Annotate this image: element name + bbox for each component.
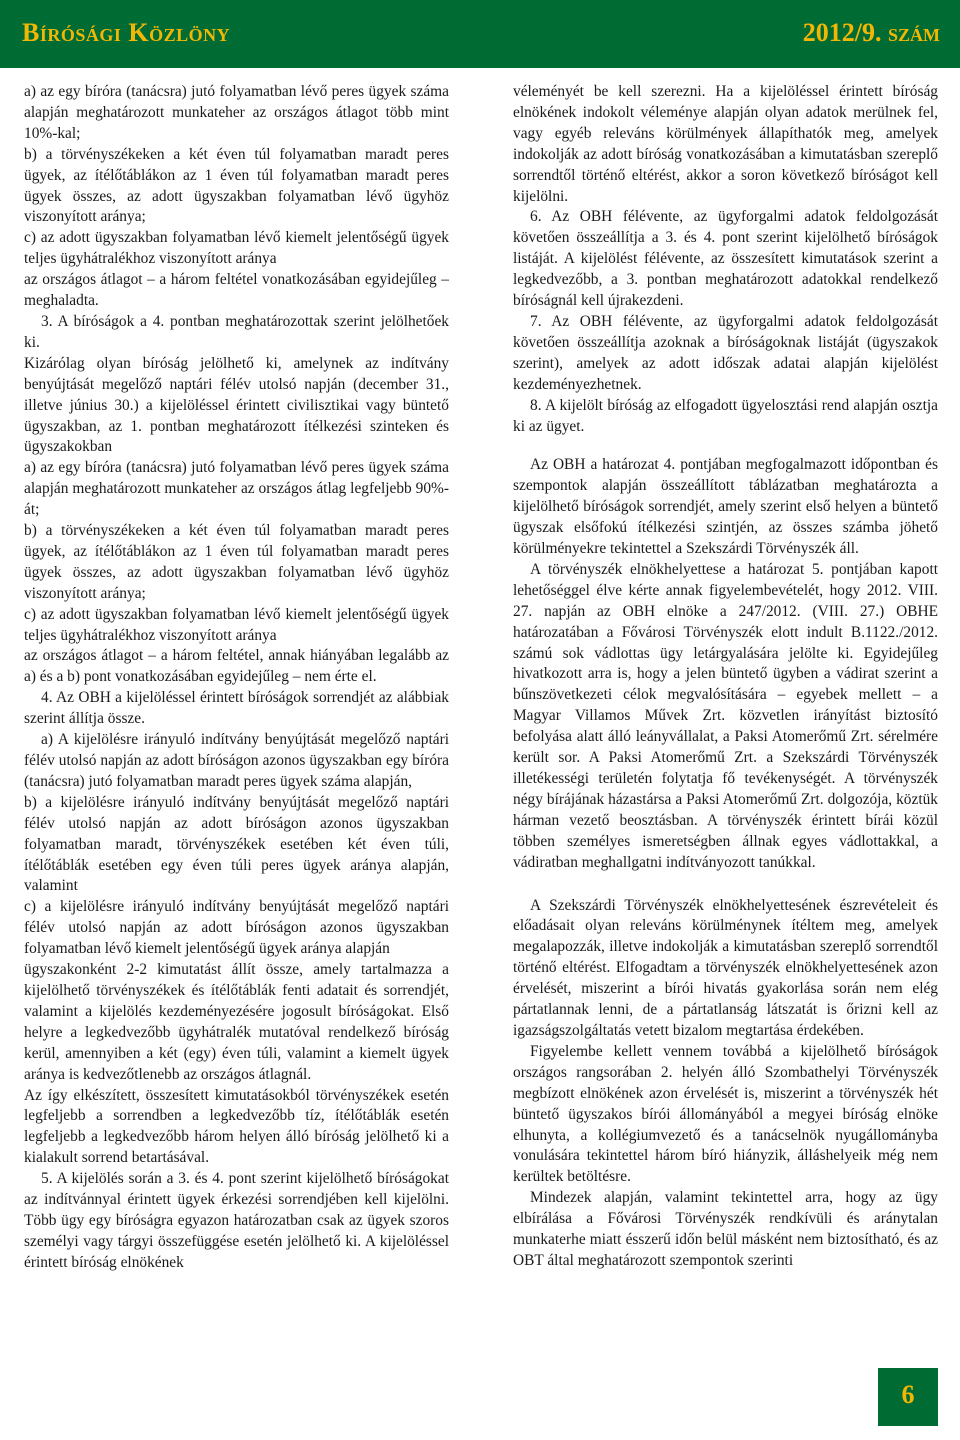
issue-label xyxy=(803,18,940,48)
page-header xyxy=(0,0,960,68)
paragraph: 6. Az OBH félévente, az ügyforgalmi adatok feldolgozását követően összeállítja a 3. és 4. pont szerint kijelölhető bíróságok listáját. A kijelölést félévente, az összesített kimutatások szerint a legkedvezőbb, a 3. pontban meghatározott adatokkal rendelkező bíróságnál kell újrakezdeni. xyxy=(513,208,938,310)
paragraph: 7. Az OBH félévente, az ügyforgalmi adatok feldolgozását követően összeállítja azoknak a bíróságoknak listáját (ügyszakok szerint), amelyek az adott időszak adatai alapján kijelölést kezdeményezhetnek. xyxy=(513,312,938,393)
left-column xyxy=(24,82,449,1274)
paragraph: A törvényszék elnökhelyettese a határozat 5. pontjában kapott lehetőséggel élve kérte annak figyelembevételét, hogy 2012. VIII. 27. napján az OBH elnöke a 247/2012. (VIII. 27.) OBHE határozatában a Fővárosi Törvényszék elott indult B.1122./2012. számú sok vádlottas ügy letárgyalására jelölte ki. Egyidejűleg hivatkozott arra is, hogy a jelen büntető ügyben a vádirat szerint a bűnszövetkezeti célok megvalósítására – egyebek mellett – a Magyar Villamos Művek Zrt. közvetlen irányítást biztosító befolyása alatt álló leányvállalat, a Paksi Atomerőmű Zrt. sérelmére került sor. A Paksi Atomerőmű Zrt. a Szekszárdi Törvényszék illetékességi területén folytatja fő tevékenységét. A törvényszék négy bírájának házastársa a Paksi Atomerőmű Zrt. dolgozója, köztük hárman vezető beosztásban. A törvényszék érintett bírái közül többen személyes ismeretségben állnak egyes vádlottakkal, a vádiratban meghallgatni indítványozott tanúkkal. xyxy=(513,560,938,871)
paragraph: Mindezek alapján, valamint tekintettel arra, hogy az ügy elbírálása a Fővárosi Törvényszék rendkívüli és aránytalan munkaterhe miatt ésszerű időn belül másként nem biztosítható, és az OBT által meghatározott szempontok szerinti xyxy=(513,1189,938,1269)
page-number: 6 xyxy=(901,1380,915,1409)
paragraph: A Szekszárdi Törvényszék elnökhelyettesének észrevételeit és előadásait olyan releváns körülménynek ítéltem meg, amelyek megalapozzák, illetve indokolják a kimutatásban szereplő sorrendtől történő eltérést. Elfogadtam a törvényszék elnökhelyettesének azon érvelését, miszerint a bírói hivatás gyakorlása során nem elég pártatlannak lenni, de a pártatlanság látszatát is őrizni kell az igazságszolgáltatás vetett bizalom megtartása érdekében. xyxy=(513,896,938,1039)
paragraph: c) a kijelölésre irányuló indítvány benyújtását megelőző naptári félév utolsó napján az adott bíróságon azonos ügyszakban folyamatban lévő kiemelt jelentőségű ügyek aránya alapján xyxy=(24,898,449,958)
paragraph: Kizárólag olyan bíróság jelölhető ki, amelynek az indítvány benyújtását megelőző naptári félév utolsó napján (december 31., illetve június 30.) a kijelöléssel érintett civilisztikai vagy büntető ügyszakban, az 1. pontban meghatározott ítélkezési szinteken és ügyszakokban xyxy=(24,354,449,456)
issue-number: 2012/9. xyxy=(802,18,882,47)
paragraph: 3. A bíróságok a 4. pontban meghatározottak szerint jelölhetőek ki. xyxy=(24,312,449,351)
paragraph: az országos átlagot – a három feltétel vonatkozásában egyidejűleg – meghaladta. xyxy=(24,271,449,310)
paragraph: b) a törvényszékeken a két éven túl folyamatban maradt peres ügyek, az ítélőtáblákon az 1 éven túl folyamatban maradt peres ügyek összes, az adott ügyszakban folyamatban lévő ügyhöz viszonyított aránya; xyxy=(24,522,449,602)
paragraph: ügyszakonként 2-2 kimutatást állít össze, amely tartalmazza a kijelölhető törvényszékek és ítélőtáblák fenti adatait és sorrendjét, valamint a kijelölés kezdeményezésére jogosult bíróságokat. Első helyre a legkedvezőbb ügyhátralék mutatóval rendelkező bíróság kerül, amennyiben a két (egy) éven túli, valamint a kiemelt ügyek aránya is kedvezőtlenebb az országos átlagnál. xyxy=(24,961,449,1083)
paragraph: a) az egy bíróra (tanácsra) jutó folyamatban lévő peres ügyek száma alapján meghatározott munkateher az országos átlagot több mint 10%-kal; xyxy=(24,83,449,142)
paragraph: Figyelembe kellett vennem továbbá a kijelölhető bíróságok országos rangsorában 2. helyén álló Szombathelyi Törvényszék megbízott elnökének azon érvelését is, miszerint a törvényszék hét büntető ügyszakos bírói állományából a megyei bíróság elnöke elhunyta, a kollégiumvezető és a tanácselnök nyugállományba vonulására tekintettel három bíró hiányzik, álláshelyeik még nem kerültek betöltésre. xyxy=(513,1042,938,1186)
right-column xyxy=(513,82,938,1272)
paragraph: véleményét be kell szereznі. Ha a kijelöléssel érintett bíróság elnökének indokolt véleménye alapján olyan adatok merülnek fel, vagy egyéb releváns körülmények állapíthatók meg, amelyek indokolják az adott bíróság vonatkozásában a kimutatásban szereplő sorrendtől történő eltérést, akkor a soron következő bíróságot kell kijelölni. xyxy=(513,83,938,205)
paragraph: b) a kijelölésre irányuló indítvány benyújtását megelőző naptári félév utolsó napján az adott bíróságon azonos ügyszakban folyamatban maradt, törvényszékek esetében két éven túli, ítélőtáblák esetében egy éven túli peres ügyek aránya alapján, valamint xyxy=(24,793,449,895)
paragraph: Az így elkészített, összesített kimutatásokból törvényszékek esetén legfeljebb a sorrendben a legkedvezőbb tíz, ítélőtáblák esetén legfeljebb a legkedvezőbb három helyen álló bíróság jelölhető ki a kialakult sorrend betartásával. xyxy=(24,1086,449,1167)
paragraph: 4. Az OBH a kijelöléssel érintett bíróságok sorrendjét az alábbiak szerint állítja össze. xyxy=(24,689,449,728)
journal-title: Bírósági Közlöny xyxy=(22,18,231,47)
paragraph: Az OBH a határozat 4. pontjában megfogalmazott időpontban és szempontok alapján összeállított táblázatban meghatározta a kijelölhető bíróságok sorrendjét, amely szerint első helyen a büntető ügyszak elsőfokú ítélkezési szintjén, az összes számba jöhető körülményekre tekintettel a Szekszárdi Törvényszék áll. xyxy=(513,456,938,558)
paragraph: b) a törvényszékeken a két éven túl folyamatban maradt peres ügyek, az ítélőtáblákon az 1 éven túl folyamatban maradt peres ügyek összes, az adott ügyszakban folyamatban lévő ügyhöz viszonyított aránya; xyxy=(24,145,449,226)
issue-suffix: szám xyxy=(887,18,940,47)
paragraph: 5. A kijelölés során a 3. és 4. pont szerint kijelölhető bíróságokat az indítvánnyal érintett ügyek érkezési sorrendjében kell kijelölni. Több ügy egy bíróságra egyazon határozatban csak az ügyek szoros személyi vagy tárgyi összefüggése esetén jelölhető ki. A kijelöléssel érintett bíróság elnökének xyxy=(24,1170,449,1271)
page-number-badge xyxy=(878,1368,938,1426)
paragraph: a) A kijelölésre irányuló indítvány benyújtását megelőző naptári félév utolsó napján az adott bíróságon azonos ügyszakban egy bíróra (tanácsra) jutó folyamatban maradt peres ügyek száma alapján, xyxy=(24,731,449,790)
paragraph: 8. A kijelölt bíróság az elfogadott ügyelosztási rend alapján osztja ki az ügyet. xyxy=(513,396,938,435)
paragraph: a) az egy bíróra (tanácsra) jutó folyamatban lévő peres ügyek száma alapján meghatározott munkateher az országos átlag legfeljebb 90%-át; xyxy=(24,459,449,519)
paragraph: c) az adott ügyszakban folyamatban lévő kiemelt jelentőségű ügyek teljes ügyhátralékhoz viszonyított aránya xyxy=(24,605,449,644)
paragraph: c) az adott ügyszakban folyamatban lévő kiemelt jelentőségű ügyek teljes ügyhátralékhoz viszonyított aránya xyxy=(24,229,449,268)
paragraph: az országos átlagot – a három feltétel, annak hiányában legalább az a) és a b) pont vonatkozásában egyidejűleg – nem érte el. xyxy=(24,647,449,686)
